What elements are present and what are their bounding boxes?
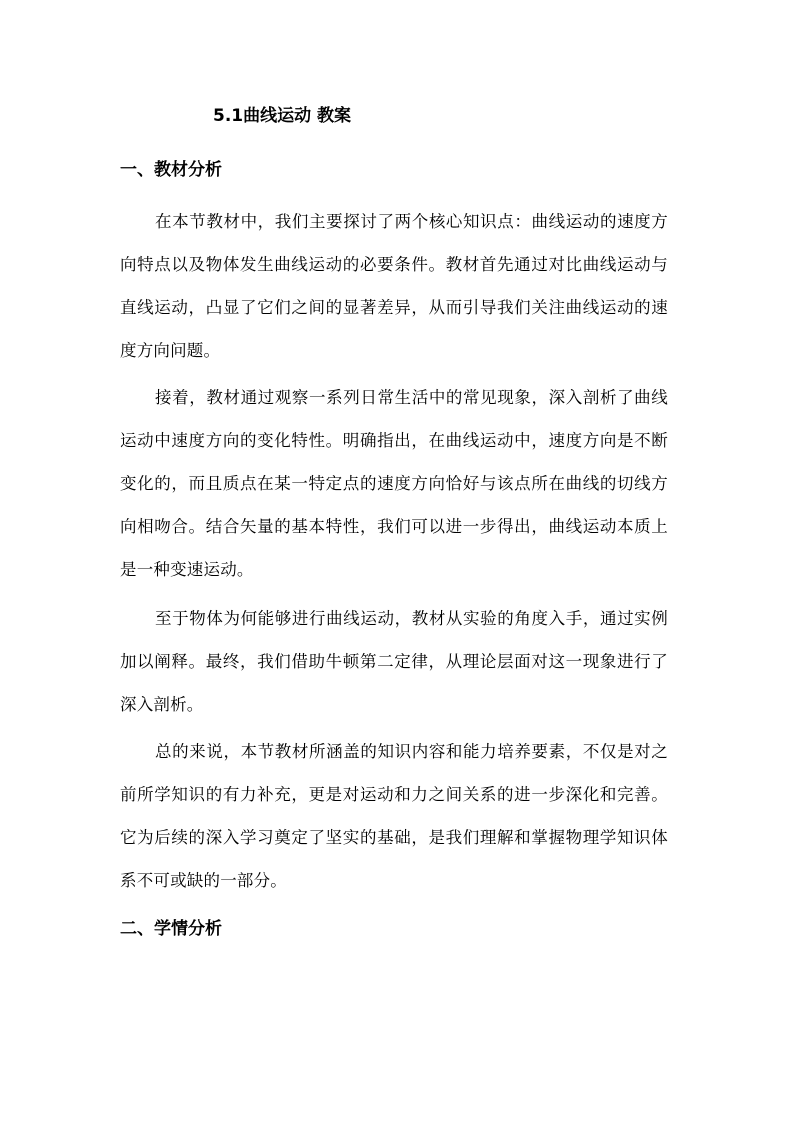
- paragraph: 在本节教材中，我们主要探讨了两个核心知识点：曲线运动的速度方向特点以及物体发生曲线运动的必要条件。教材首先通过对比曲线运动与直线运动，凸显了它们之间的显著差异，从而引导我们关注曲线运动的速度方向问题。: [120, 212, 668, 360]
- document-title: 5.1曲线运动 教案: [213, 106, 352, 126]
- section-heading-textbook-analysis: 一、教材分析: [120, 160, 222, 180]
- section-heading-student-analysis: 二、学情分析: [120, 919, 222, 939]
- paragraph: 至于物体为何能够进行曲线运动，教材从实验的角度入手，通过实例加以阐释。最终，我们借助牛顿第二定律，从理论层面对这一现象进行了深入剖析。: [120, 609, 668, 714]
- paragraph: 接着，教材通过观察一系列日常生活中的常见现象，深入剖析了曲线运动中速度方向的变化特性。明确指出，在曲线运动中，速度方向是不断变化的，而且质点在某一特定点的速度方向恰好与该点所在曲线的切线方向相吻合。结合矢量的基本特性，我们可以进一步得出，曲线运动本质上是一种变速运动。: [120, 388, 668, 579]
- paragraph: 总的来说，本节教材所涵盖的知识内容和能力培养要素，不仅是对之前所学知识的有力补充，更是对运动和力之间关系的进一步深化和完善。它为后续的深入学习奠定了坚实的基础，是我们理解和掌握物理学知识体系不可或缺的一部分。: [120, 742, 668, 890]
